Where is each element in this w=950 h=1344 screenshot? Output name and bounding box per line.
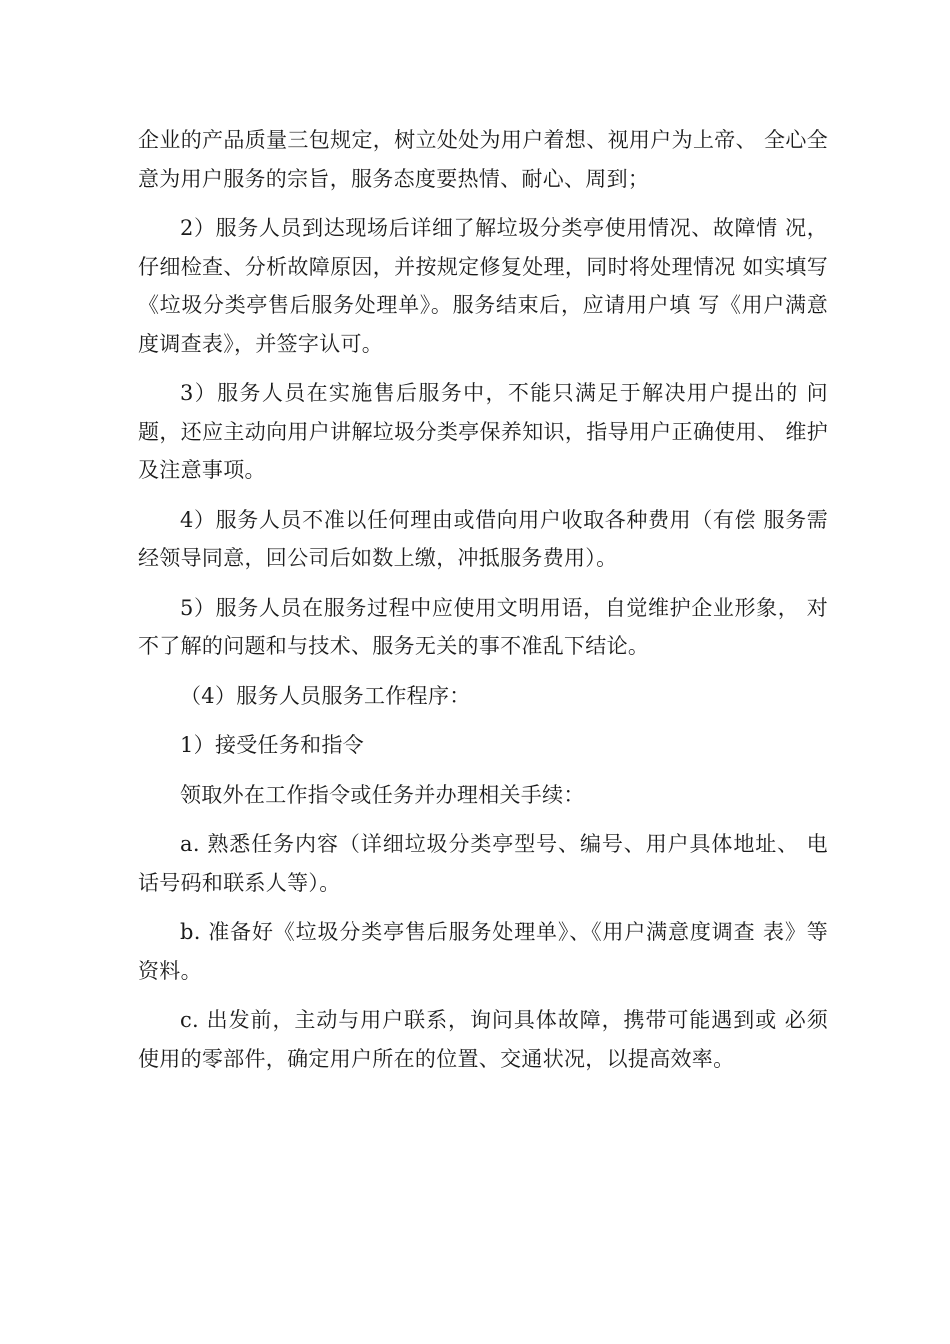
document-body	[138, 121, 828, 1089]
paragraph: 5）服务人员在服务过程中应使用文明用语，自觉维护企业形象， 对不了解的问题和与技术、服务无关的事不准乱下结论。	[138, 595, 828, 658]
step-heading: 1）接受任务和指令	[180, 733, 365, 757]
paragraph: 4）服务人员不准以任何理由或借向用户收取各种费用（有偿 服务需经领导同意，回公司后如数上缴，冲抵服务费用）。	[138, 507, 828, 570]
section-heading: （4）服务人员服务工作程序：	[180, 683, 471, 708]
list-item: c. 出发前，主动与用户联系，询问具体故障，携带可能遇到或 必须使用的零部件，确定用户所在的位置、交通状况，以提高效率。	[138, 1008, 828, 1071]
paragraph: 3）服务人员在实施售后服务中，不能只满足于解决用户提出的 问题，还应主动向用户讲解垃圾分类亭保养知识，指导用户正确使用、 维护及注意事项。	[138, 381, 828, 482]
paragraph: 2）服务人员到达现场后详细了解垃圾分类亭使用情况、故障情 况，仔细检查、分析故障原因，并按规定修复处理，同时将处理情况 如实填写《垃圾分类亭售后服务处理单》。服务结束后，应请用户填 写《用户满意度调查表》，并签字认可。	[138, 216, 828, 356]
paragraph: 领取外在工作指令或任务并办理相关手续：	[180, 782, 585, 807]
list-item: b. 准备好《垃圾分类亭售后服务处理单》、《用户满意度调查 表》等资料。	[138, 920, 828, 983]
list-item: a. 熟悉任务内容（详细垃圾分类亭型号、编号、用户具体地址、 电话号码和联系人等）。	[138, 832, 828, 895]
paragraph: 企业的产品质量三包规定，树立处处为用户着想、视用户为上帝、 全心全意为用户服务的宗旨，服务态度要热情、耐心、周到；	[138, 128, 828, 191]
